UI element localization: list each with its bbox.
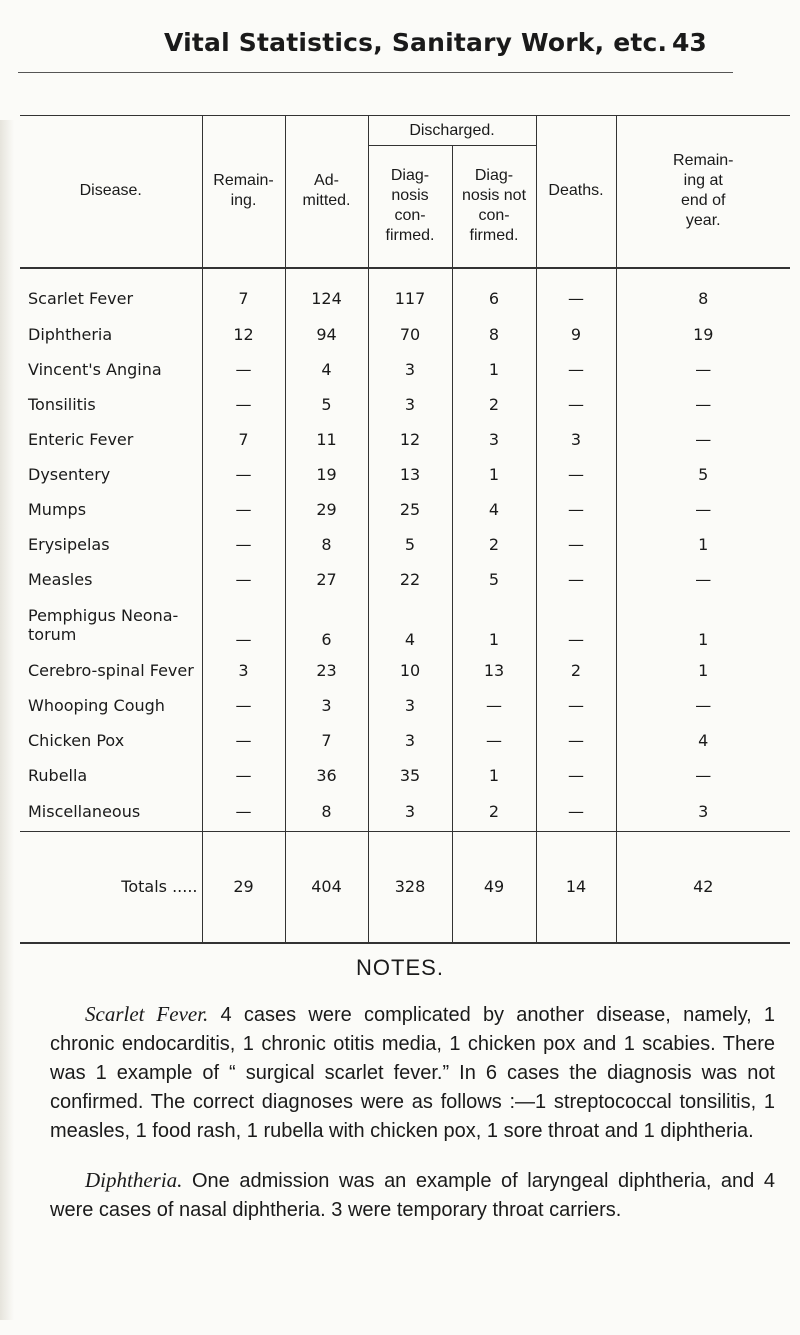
table-row [20,492,790,527]
confirmed-cell: 4 [368,597,452,653]
confirmed-cell: 10 [368,653,452,688]
header-remaining: Remain- ing. [202,116,285,268]
deaths-cell: — [536,387,616,422]
notes-section [50,1000,775,1245]
remaining-cell: — [202,457,285,492]
header-disease: Disease. [20,116,202,268]
disease-name-cell: Dysentery [20,457,202,492]
remaining-end-cell: — [695,394,712,414]
deaths-cell: — [536,688,616,723]
remaining-cell: — [202,562,285,597]
remaining-cell: 3 [202,653,285,688]
remaining-cell: — [202,352,285,387]
disease-name-cell: Scarlet Fever [20,268,202,317]
confirmed-cell: 117 [368,268,452,317]
not-confirmed-cell: 3 [452,422,536,457]
deaths-cell: 9 [536,317,616,352]
table-row [20,387,790,422]
deaths-cell: — [536,562,616,597]
disease-name-cell: Miscellaneous [20,793,202,832]
remaining-end-cell: — [695,569,712,589]
deaths-cell: — [536,597,616,653]
remaining-end-cell: — [695,499,712,519]
disease-name-cell: Chicken Pox [20,723,202,758]
remaining-end-cell: — [695,429,712,449]
remaining-cell: — [202,723,285,758]
admitted-cell: 8 [285,527,368,562]
header-diagnosis-not-confirmed: Diag- nosis not con- firmed. [452,146,536,268]
remaining-cell: — [202,758,285,793]
page-header-title: Vital Statistics, Sanitary Work, etc. [164,28,668,57]
total-remaining-end-cell: 42 [616,831,790,943]
table-row [20,457,790,492]
admitted-cell: 23 [285,653,368,688]
table-row [20,653,790,688]
deaths-cell: — [536,352,616,387]
deaths-cell: 2 [536,653,616,688]
totals-label: Totals ..... [20,831,202,943]
table-row [20,793,790,832]
note-lead: Scarlet Fever. [85,1002,209,1026]
confirmed-cell: 5 [368,527,452,562]
admitted-cell: 4 [285,352,368,387]
admitted-cell: 36 [285,758,368,793]
disease-name-cell: Diphtheria [20,317,202,352]
remaining-end-cell: 5 [698,464,709,484]
remaining-end-cell: 8 [698,289,709,308]
notes-title: NOTES. [356,955,444,980]
deaths-cell: — [536,268,616,317]
admitted-cell: 6 [285,597,368,653]
table-row [20,422,790,457]
remaining-end-cell: — [695,695,712,715]
admitted-cell: 29 [285,492,368,527]
disease-statistics-table [20,115,790,944]
header-admitted: Ad- mitted. [285,116,368,268]
confirmed-cell: 70 [368,317,452,352]
confirmed-cell: 13 [368,457,452,492]
confirmed-cell: 12 [368,422,452,457]
disease-name-cell: Mumps [20,492,202,527]
confirmed-cell: 3 [368,387,452,422]
remaining-end-cell: 19 [693,324,714,344]
header-deaths: Deaths. [536,116,616,268]
remaining-cell: 7 [202,268,285,317]
confirmed-cell: 25 [368,492,452,527]
total-deaths-cell: 14 [536,831,616,943]
table-row [20,527,790,562]
table-body [20,268,790,943]
remaining-cell: — [202,387,285,422]
not-confirmed-cell: — [452,688,536,723]
disease-name-cell: Tonsilitis [20,387,202,422]
disease-name-cell: Measles [20,562,202,597]
disease-name-cell: Cerebro-spinal Fever [20,653,202,688]
not-confirmed-cell: 4 [452,492,536,527]
remaining-end-cell: 1 [698,629,709,649]
totals-row [20,831,790,943]
remaining-cell: — [202,597,285,653]
not-confirmed-cell: 1 [452,352,536,387]
admitted-cell: 19 [285,457,368,492]
remaining-cell: — [202,688,285,723]
header-discharged: Discharged. [368,116,536,146]
note-paragraph-diphtheria [50,1166,775,1225]
note-lead: Diphtheria. [85,1168,183,1192]
page-edge-shadow [0,120,14,1320]
table-row [20,758,790,793]
running-head [0,28,800,68]
admitted-cell: 27 [285,562,368,597]
remaining-cell: — [202,527,285,562]
deaths-cell: — [536,793,616,832]
disease-name-cell: Erysipelas [20,527,202,562]
table-row [20,597,790,653]
remaining-cell: — [202,492,285,527]
deaths-cell: — [536,723,616,758]
admitted-cell: 3 [285,688,368,723]
admitted-cell: 124 [285,268,368,317]
not-confirmed-cell: 2 [452,527,536,562]
remaining-end-cell: 1 [698,534,709,554]
not-confirmed-cell: 2 [452,387,536,422]
remaining-cell: — [202,793,285,832]
note-text: 4 cases were complicated by another disease, namely, 1 chronic endocarditis, 1 chronic otitis media, 1 chicken pox and 1 scabies. There was 1 example of “ surgical scarlet fever.” In 6 cases the diagnosis was not confirmed. The correct diagnoses were as follows :—1 streptococcal tonsilitis, 1 measles, 1 food rash, 1 rubella with chicken pox, 1 sore throat and 1 diphtheria. [50,1004,776,1142]
disease-name-cell: Enteric Fever [20,422,202,457]
admitted-cell: 8 [285,793,368,832]
disease-name-cell: Rubella [20,758,202,793]
table-row [20,268,790,317]
total-remaining-cell: 29 [202,831,285,943]
remaining-end-cell: — [695,359,712,379]
table-row [20,352,790,387]
not-confirmed-cell: 1 [452,457,536,492]
not-confirmed-cell: 5 [452,562,536,597]
deaths-cell: — [536,457,616,492]
remaining-end-cell: 3 [616,793,790,832]
disease-name-cell: Whooping Cough [20,688,202,723]
disease-name-cell: Vincent's Angina [20,352,202,387]
total-confirmed-cell: 328 [368,831,452,943]
admitted-cell: 5 [285,387,368,422]
confirmed-cell: 22 [368,562,452,597]
remaining-cell: 7 [202,422,285,457]
disease-name-cell: Pemphigus Neona- torum [20,597,202,653]
admitted-cell: 11 [285,422,368,457]
not-confirmed-cell: 6 [452,268,536,317]
confirmed-cell: 3 [368,793,452,832]
confirmed-cell: 3 [368,688,452,723]
table-row [20,562,790,597]
note-paragraph-scarlet-fever [50,1000,775,1146]
header-diagnosis-confirmed: Diag- nosis con- firmed. [368,146,452,268]
header-rule [18,72,733,73]
deaths-cell: — [536,527,616,562]
total-not-confirmed-cell: 49 [452,831,536,943]
not-confirmed-cell: 8 [452,317,536,352]
confirmed-cell: 3 [368,723,452,758]
remaining-end-cell: 1 [698,660,709,680]
not-confirmed-cell: 13 [452,653,536,688]
not-confirmed-cell: 2 [452,793,536,832]
note-text: One admission was an example of laryngeal diphtheria, and 4 were cases of nasal diphtheria. 3 were temporary throat carriers. [50,1170,775,1221]
admitted-cell: 7 [285,723,368,758]
deaths-cell: 3 [536,422,616,457]
confirmed-cell: 35 [368,758,452,793]
not-confirmed-cell: 1 [452,597,536,653]
header-remaining-end: Remain- ing at end of year. [616,116,790,268]
table-row [20,723,790,758]
total-admitted-cell: 404 [285,831,368,943]
not-confirmed-cell: — [452,723,536,758]
remaining-cell: 12 [202,317,285,352]
deaths-cell: — [536,758,616,793]
admitted-cell: 94 [285,317,368,352]
page-number: 43 [672,28,707,57]
table-row [20,688,790,723]
not-confirmed-cell: 1 [452,758,536,793]
table-row [20,317,790,352]
confirmed-cell: 3 [368,352,452,387]
remaining-end-cell: — [695,765,712,785]
remaining-end-cell: 4 [698,730,709,750]
deaths-cell: — [536,492,616,527]
